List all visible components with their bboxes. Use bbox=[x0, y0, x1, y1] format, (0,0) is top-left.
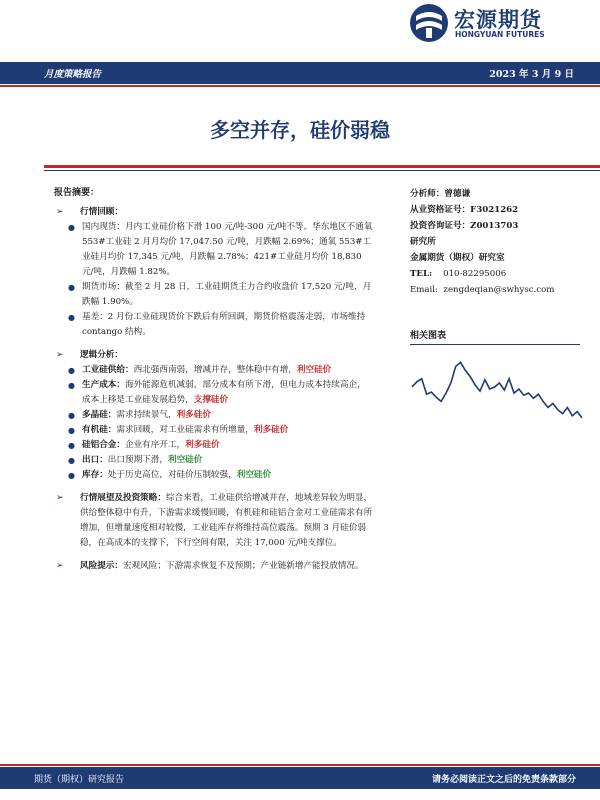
logic-tag: 利多硅价 bbox=[253, 425, 289, 435]
logic-text: 需求持续景气， bbox=[116, 410, 177, 420]
title-red-rule bbox=[44, 165, 600, 168]
logo-mark-icon bbox=[408, 2, 450, 44]
logic-text: 出口预期下滑， bbox=[107, 455, 168, 465]
review-spot: 国内现货：月内工业硅价格下滑 100 元/吨-300 元/吨不等。华东地区不通氧 553#工业硅 2 月月均价 17,047.50 元/吨，月跌幅 2.69%；通氧 553#工业硅月均价 17,345 元/吨，月跌幅 2.78%；421#工业硅月均价 18,830 元/吨，月跌幅 1.82%。 bbox=[82, 222, 373, 277]
list-item bbox=[54, 280, 374, 310]
logic-tag: 支撑硅价 bbox=[193, 395, 229, 405]
logo-chinese-name: 宏源期货 bbox=[454, 8, 542, 32]
logic-tag: 利空硅价 bbox=[167, 455, 203, 465]
summary-heading: 报告摘要： bbox=[54, 188, 100, 198]
dot-bullet-icon: ● bbox=[68, 313, 75, 322]
logic-text: 企业有序开工， bbox=[124, 440, 186, 450]
consult-value: Z0013703 bbox=[470, 221, 519, 231]
department: 金属期货（期权）研究室 bbox=[410, 253, 505, 263]
institute: 研究所 bbox=[410, 237, 436, 247]
tel-label: TEL: bbox=[410, 269, 433, 279]
logic-label: 库存： bbox=[82, 470, 108, 480]
list-item bbox=[54, 310, 374, 340]
analyst-info bbox=[410, 186, 580, 298]
logic-heading: 逻辑分析： bbox=[80, 350, 123, 360]
page-title: 多空并存，硅价弱稳 bbox=[210, 118, 390, 142]
title-navy-rule bbox=[44, 170, 600, 171]
risk-section bbox=[54, 559, 374, 574]
dot-bullet-icon: ● bbox=[68, 471, 75, 480]
logic-tag: 利多硅价 bbox=[176, 410, 211, 420]
list-item bbox=[54, 378, 374, 408]
footer-left: 期货（期权）研究报告 bbox=[34, 775, 125, 785]
logic-text: 西北强西南弱，增减并存，整体稳中有增， bbox=[133, 365, 297, 375]
dot-bullet-icon: ● bbox=[68, 381, 75, 390]
list-item bbox=[54, 363, 374, 378]
dot-bullet-icon: ● bbox=[68, 283, 75, 292]
footer-red-rule bbox=[0, 764, 600, 766]
outlook-label: 行情展望及投资策略： bbox=[80, 493, 166, 503]
dot-bullet-icon: ● bbox=[68, 426, 75, 435]
logic-label: 出口： bbox=[82, 455, 108, 465]
arrow-bullet-icon: ➢ bbox=[56, 350, 64, 360]
logic-tag: 利空硅价 bbox=[296, 365, 332, 375]
chart-series-line bbox=[412, 362, 582, 418]
cert-label: 从业资格证号： bbox=[410, 205, 471, 215]
email-value[interactable]: zengdeqian@swhysc.com bbox=[443, 285, 555, 295]
related-chart-rule bbox=[410, 344, 580, 345]
consult-label: 投资咨询证号： bbox=[410, 221, 471, 231]
arrow-bullet-icon: ➢ bbox=[56, 207, 64, 217]
risk-text: 宏观风险；下游需求恢复不及预期；产业链新增产能投放情况。 bbox=[122, 561, 364, 571]
logic-label: 有机硅： bbox=[82, 425, 117, 435]
review-basis: 基差：2 月份工业硅现货价下跌后有所回调，期货价格震荡走弱，市场维持 contango 结构。 bbox=[82, 312, 366, 337]
header-red-rule bbox=[0, 85, 600, 87]
outlook-section bbox=[54, 491, 374, 551]
list-item bbox=[54, 468, 374, 483]
logic-label: 工业硅供给： bbox=[82, 365, 134, 375]
related-chart-heading: 相关图表 bbox=[410, 331, 447, 341]
logo-english-name: HONGYUAN FUTURES bbox=[455, 30, 545, 39]
dot-bullet-icon: ● bbox=[68, 456, 75, 465]
arrow-bullet-icon: ➢ bbox=[56, 561, 64, 571]
analyst-name: 曾德谦 bbox=[444, 189, 471, 199]
list-item bbox=[54, 408, 374, 423]
consult-row bbox=[410, 218, 580, 234]
list-item bbox=[54, 423, 374, 438]
company-logo bbox=[408, 2, 558, 46]
dot-bullet-icon: ● bbox=[68, 411, 75, 420]
footer-disclaimer: 请务必阅读正文之后的免责条款部分 bbox=[431, 775, 576, 785]
tel-value: 010-82295006 bbox=[443, 269, 507, 279]
report-type: 月度策略报告 bbox=[44, 69, 102, 80]
dot-bullet-icon: ● bbox=[68, 223, 75, 232]
outlook-text: 综合来看，工业硅供给增减并存，地域差异较为明显，供给整体稳中有升，下游需求缓慢回暖，有机硅和硅铝合金对工业硅需求有所增加，但增量速度相对较慢，工业硅库存将维持高位震荡。预期 3 月硅价弱稳，在高成本的支撑下，下行空间有限，关注 17,000 元/吨支撑位。 bbox=[80, 493, 373, 548]
tel-row bbox=[410, 266, 580, 282]
logic-tag: 利多硅价 bbox=[185, 440, 220, 450]
review-section bbox=[54, 205, 374, 220]
arrow-bullet-icon: ➢ bbox=[56, 493, 64, 503]
logic-label: 多晶硅： bbox=[82, 410, 117, 420]
logic-label: 生产成本： bbox=[82, 380, 125, 390]
risk-label: 风险提示： bbox=[80, 561, 123, 571]
logic-section bbox=[54, 348, 374, 363]
email-row bbox=[410, 282, 580, 298]
summary-column bbox=[54, 186, 374, 574]
analyst-label: 分析师： bbox=[410, 189, 445, 199]
review-heading: 行情回顾： bbox=[80, 207, 123, 217]
review-futures: 期货市场：截至 2 月 28 日，工业硅期货主力合约收盘价 17,520 元/吨，月跌幅 1.90%。 bbox=[82, 282, 372, 307]
report-date: 2023 年 3 月 9 日 bbox=[489, 69, 574, 80]
logic-tag: 利空硅价 bbox=[236, 470, 272, 480]
footer-band bbox=[0, 767, 600, 789]
dot-bullet-icon: ● bbox=[68, 441, 75, 450]
list-item bbox=[54, 438, 374, 453]
logic-text: 海外能源危机减弱，部分成本有所下滑，但电力成本持续高企，成本上移是工业硅发展趋势， bbox=[82, 380, 366, 405]
cert-row bbox=[410, 202, 580, 218]
email-label: Email: bbox=[410, 285, 438, 295]
analyst-row bbox=[410, 186, 580, 202]
cert-value: F3021262 bbox=[470, 205, 519, 215]
list-item bbox=[54, 220, 374, 280]
logic-text: 处于历史高位，对硅价压制较强， bbox=[107, 470, 237, 480]
header-band bbox=[0, 62, 600, 84]
related-chart bbox=[410, 348, 586, 428]
logic-label: 硅铝合金： bbox=[82, 440, 125, 450]
list-item bbox=[54, 453, 374, 468]
dot-bullet-icon: ● bbox=[68, 366, 75, 375]
logic-text: 需求回暖，对工业硅需求有所增量， bbox=[116, 425, 254, 435]
